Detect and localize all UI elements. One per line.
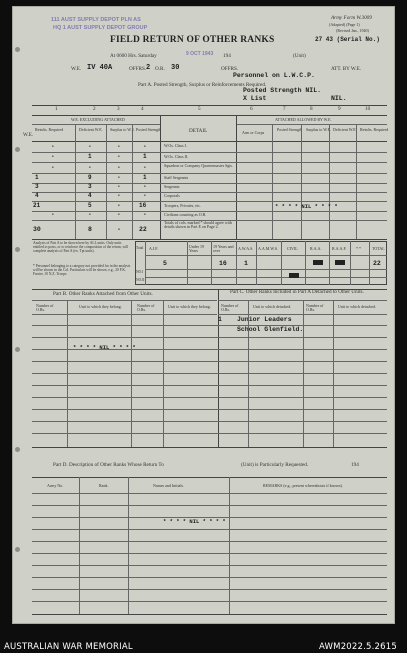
- totals-cell: 8: [88, 226, 92, 233]
- binder-hole: [15, 447, 20, 452]
- or-value: 30: [171, 64, 180, 72]
- analysis-header-other: * *: [356, 246, 361, 251]
- row-cell: -: [51, 153, 55, 160]
- row-cell: 1: [143, 174, 147, 181]
- binder-hole: [15, 547, 20, 552]
- form-sheet: [12, 6, 395, 624]
- row-cell: -: [143, 211, 147, 218]
- part-divider: [218, 289, 219, 447]
- totals-cell: 30: [33, 226, 41, 233]
- bc-row-rule: [32, 409, 387, 410]
- offrs-label: OFFRS.: [129, 66, 147, 72]
- row-cell: 1: [88, 153, 92, 160]
- binder-hole: [15, 47, 20, 52]
- part-d-col-line: [229, 477, 230, 615]
- analysis-header-civil: CIVIL: [287, 246, 298, 251]
- part-d-row-rule: [32, 541, 387, 542]
- row-detail-totals: Totals of cols. marked * should agree with details shown in Part E on Page 2.: [164, 220, 232, 230]
- totals-cell: -: [117, 226, 121, 233]
- part-d-year: 194: [351, 462, 359, 468]
- part-c-entry-unit-line1: Junior Leaders: [237, 316, 292, 323]
- part-d-row-rule: [32, 529, 387, 530]
- part-d-col-army: Army No.: [47, 483, 64, 488]
- part-d-col-line: [128, 477, 129, 615]
- header-attached-surplus: Surplus to W.E.: [306, 127, 332, 132]
- col-number-4: 4: [141, 106, 144, 112]
- row-cell: 21: [33, 202, 41, 209]
- row-cell: -: [117, 174, 121, 181]
- bc-row-rule: [32, 385, 387, 386]
- binder-holes: [15, 7, 21, 623]
- row-detail: Sergeants: [164, 184, 180, 189]
- analysis-value-awas: 1: [244, 260, 248, 267]
- part-c-entry-unit-line2: School Glenfield.: [237, 326, 304, 333]
- row-cell: -: [88, 143, 92, 150]
- col-number-8: 8: [310, 106, 313, 112]
- row-cell: -: [117, 211, 121, 218]
- grid-col-line: [329, 124, 330, 239]
- attached-nil-marker: * * * * NIL * * * *: [275, 203, 338, 210]
- part-b-col2: Unit to which they belong.: [79, 304, 122, 309]
- row-cell: -: [117, 183, 121, 190]
- analysis-value-19over: 16: [219, 260, 227, 267]
- grid-col-line: [106, 124, 107, 239]
- part-d-row-rule: [32, 589, 387, 590]
- part-d-title-unit: (Unit) is Particularly Requested.: [241, 462, 309, 468]
- analysis-header-19over: 19 Years and over: [213, 244, 234, 254]
- col-number-1: 1: [55, 106, 58, 112]
- row-rule: [32, 211, 387, 212]
- binder-hole: [15, 247, 20, 252]
- bc-row-rule: [32, 337, 387, 338]
- bc-row-rule: [32, 361, 387, 362]
- bc-row-rule: [32, 433, 387, 434]
- part-c-col1: Number of O.Rs.: [221, 303, 239, 313]
- grid-col-line: [75, 124, 76, 239]
- form-title: FIELD RETURN OF OTHER RANKS: [110, 35, 275, 45]
- row-detail: Civilians counting as O.R.: [164, 212, 207, 217]
- analysis-header-total: TOTAL: [372, 246, 385, 251]
- footer-accession-number: AWM2022.5.2615: [319, 642, 397, 652]
- bc-row-rule: [32, 349, 387, 350]
- analysis-header-raaf: R.A.A.F.: [332, 246, 347, 251]
- header-attached-deficient: Deficient W.E.: [333, 127, 357, 132]
- part-c-title: Part C. Other Ranks Included in Part A Detached to Other Units.: [230, 289, 364, 295]
- analysis-col: [305, 241, 306, 285]
- unit-stamp-line2: HQ 1 AUST SUPPLY DEPOT GROUP: [53, 25, 148, 31]
- we-side-label: W.E.: [23, 132, 34, 138]
- analysis-row-no1: NO.I: [136, 270, 144, 274]
- col-number-3: 3: [117, 106, 120, 112]
- col-number-10: 10: [365, 106, 371, 112]
- redaction-bar: [335, 260, 345, 265]
- we-group-rule: [32, 124, 160, 125]
- row-rule: [32, 201, 387, 202]
- row-cell: -: [143, 143, 147, 150]
- part-c-col3: Number of O.Rs.: [306, 303, 324, 313]
- header-detail: DETAIL: [189, 128, 208, 134]
- part-b-title: Part B. Other Ranks Attached from Other Units.: [53, 291, 153, 297]
- row-cell: -: [51, 143, 55, 150]
- offrs2-label: OFFRS.: [221, 66, 239, 72]
- bc-row-rule: [32, 325, 387, 326]
- row-cell: 4: [35, 192, 39, 199]
- analysis-note: Analysis of Part A to be shown here by ALL units. Only units entitled to posts, or to reinforce the composition of the return, will complete analysis of Part A (ex. Tpt units).: [33, 241, 129, 253]
- part-c-col2: Unit to which detached.: [253, 304, 292, 309]
- grid-number-rule: [32, 115, 387, 116]
- redaction-bar: [289, 273, 299, 278]
- year-label: 194: [223, 53, 231, 59]
- analysis-col: [281, 241, 282, 285]
- part-d-col-rank: Rank.: [99, 483, 109, 488]
- part-b-col3: Number of O.Rs.: [137, 303, 155, 313]
- part-d-col-line: [79, 477, 80, 615]
- header-reinfts-required: Reinfts. Required: [35, 127, 64, 132]
- attached-allowed-label: ATTACHED ALLOWED BY W.E.: [275, 117, 332, 122]
- analysis-note-2: * Personnel belonging to a category not provided for in the analysis will be shown in the Col. Particulars will be shown, e.g., 20 F.K. Farrier, 10 N.Z. Troops.: [33, 264, 131, 276]
- row-cell: 3: [88, 183, 92, 190]
- analysis-col: [256, 241, 257, 285]
- analysis-col: [350, 241, 351, 285]
- analysis-header-awas: A.W.A.S.: [238, 246, 254, 251]
- col-number-7: 7: [283, 106, 286, 112]
- analysis-col: [329, 241, 330, 285]
- row-cell: -: [117, 153, 121, 160]
- analysis-header-under19: Under 19 Years: [189, 244, 204, 254]
- header-attached-posted: Posted Strength: [277, 127, 303, 132]
- army-form-number: Army Form W.3009: [331, 15, 372, 21]
- bc-bottom-rule: [32, 447, 387, 448]
- typed-x-list: X List: [243, 95, 267, 102]
- archive-footer: [0, 632, 407, 653]
- part-d-header-rule: [32, 493, 387, 494]
- part-c-col4: Unit to which detached.: [338, 304, 377, 309]
- col-number-2: 2: [93, 106, 96, 112]
- row-detail: Corporals: [164, 193, 180, 198]
- part-a-title: Part A. Posted Strength, Surplus or Reinforcements Required.: [138, 82, 267, 88]
- part-c-entry-number: 1: [218, 316, 222, 323]
- unit-stamp-line1: 111 AUST SUPPLY DEPOT PLN AS: [51, 17, 141, 23]
- part-b-col1: Number of O.Rs.: [36, 303, 54, 313]
- row-detail: W.Os. Class II.: [164, 154, 189, 159]
- row-cell: -: [88, 164, 92, 171]
- part-b-nil-marker: * * * * NIL * * * *: [73, 344, 136, 351]
- revised-label: (Revised Jan., 1940): [336, 28, 369, 33]
- we-value: IV 40A: [87, 64, 113, 72]
- binder-hole: [15, 347, 20, 352]
- totals-cell: 22: [139, 226, 147, 233]
- row-rule: [32, 173, 387, 174]
- grid-col-line: [272, 124, 273, 239]
- analysis-col: [211, 241, 212, 285]
- part-d-top-rule: [32, 477, 387, 478]
- unit-label: (Unit): [293, 53, 306, 59]
- row-rule: [32, 192, 387, 193]
- grid-col-line: [301, 124, 302, 239]
- part-b-col4: Unit to which they belong.: [168, 304, 211, 309]
- row-cell: -: [143, 164, 147, 171]
- row-cell: 1: [35, 174, 39, 181]
- part-d-row-rule: [32, 565, 387, 566]
- analysis-header-aamws: A.A.M.W.S.: [258, 246, 278, 251]
- part-d-row-rule: [32, 505, 387, 506]
- grid-bottom-rule: [32, 239, 387, 240]
- part-d-row-rule: [32, 553, 387, 554]
- row-cell: -: [143, 183, 147, 190]
- row-rule: [32, 183, 387, 184]
- row-cell: -: [117, 143, 121, 150]
- part-d-nil-marker: * * * * NIL * * * *: [163, 518, 226, 525]
- header-bottom-rule: [32, 141, 387, 142]
- row-cell: -: [117, 192, 121, 199]
- or-label: O.R.: [155, 66, 165, 72]
- part-b-rule: [32, 300, 217, 301]
- analysis-col: [369, 241, 370, 285]
- typed-posted-strength: Posted Strength NIL.: [243, 87, 322, 94]
- row-detail: Troopers, Privates, etc.: [164, 203, 201, 208]
- grid-top-rule: [32, 105, 387, 106]
- col-number-6: 6: [250, 106, 253, 112]
- row-cell: 9: [88, 174, 92, 181]
- row-cell: 4: [88, 192, 92, 199]
- row-cell: -: [51, 164, 55, 171]
- row-cell: -: [88, 211, 92, 218]
- row-cell: 1: [143, 153, 147, 160]
- row-detail: Squadron or Company Quartermaster Sgts.: [164, 163, 233, 168]
- row-cell: -: [117, 202, 121, 209]
- col-number-5: 5: [198, 106, 201, 112]
- analysis-header-aif: A.I.F.: [149, 246, 159, 251]
- footer-institution: AUSTRALIAN WAR MEMORIAL: [4, 642, 133, 652]
- redaction-bar: [313, 260, 323, 265]
- header-attached-reinfts: Reinfts. Required: [360, 127, 389, 132]
- binder-hole: [15, 147, 20, 152]
- analysis-value-aif: 5: [163, 260, 167, 267]
- analysis-header-raa: R.A.A.: [310, 246, 322, 251]
- analysis-value-total: 22: [373, 260, 381, 267]
- row-cell: -: [143, 192, 147, 199]
- row-cell: -: [51, 211, 55, 218]
- date-stamp: 9 OCT 1943: [186, 51, 214, 57]
- part-d-row-rule: [32, 577, 387, 578]
- bc-row-rule: [32, 373, 387, 374]
- row-rule: [32, 152, 387, 153]
- serial-number: 27 43 (Serial No.): [315, 36, 380, 43]
- att-by-we-label: ATT. BY W.E.: [331, 66, 362, 72]
- analysis-row-total: Total: [136, 246, 144, 250]
- grid-col-line: [356, 124, 357, 239]
- header-arm-corps: Arm or Corps: [242, 130, 265, 135]
- typed-personnel: Personnel on L.W.C.P.: [233, 72, 315, 79]
- header-deficient-we: Deficient W.E.: [79, 127, 103, 132]
- part-d-title: Part D. Description of Other Ranks Whose Return To: [53, 462, 164, 468]
- row-cell: 5: [88, 202, 92, 209]
- attached-group-rule: [236, 124, 387, 125]
- part-d-row-rule: [32, 601, 387, 602]
- row-detail: Staff Sergeants: [164, 175, 189, 180]
- typed-x-list-nil: NIL.: [331, 95, 347, 102]
- part-d-col-remarks: REMARKS (e.g., present whereabouts if known).: [263, 483, 343, 488]
- grid-col-line: [132, 124, 133, 239]
- row-detail: W.Os. Class I.: [164, 143, 187, 148]
- part-d-col-names: Names and Initials.: [153, 483, 184, 488]
- at-hours-label: At 0600 Hrs. Saturday: [110, 53, 157, 59]
- analysis-col: [145, 241, 146, 285]
- analysis-col: [187, 241, 188, 285]
- header-posted-strength: Posted Strength: [136, 127, 162, 132]
- analysis-row-no2: NO.II: [136, 278, 145, 282]
- row-cell: -: [117, 164, 121, 171]
- offrs-value: 2: [146, 64, 151, 72]
- analysis-col: [236, 241, 237, 285]
- col-number-9: 9: [338, 106, 341, 112]
- row-cell: 16: [139, 202, 147, 209]
- we-label: W.E.: [71, 66, 82, 72]
- part-b-rule: [32, 314, 217, 315]
- row-cell: 3: [35, 183, 39, 190]
- part-d-bottom-rule: [32, 614, 387, 615]
- bc-row-rule: [32, 421, 387, 422]
- bc-row-rule: [32, 397, 387, 398]
- we-excluding-attached-label: W.E. EXCLUDING ATTACHED: [71, 117, 125, 122]
- header-surplus-we: Surplus to W.E.: [110, 127, 136, 132]
- adapted-label: (Adapted) (Page 1): [329, 22, 360, 27]
